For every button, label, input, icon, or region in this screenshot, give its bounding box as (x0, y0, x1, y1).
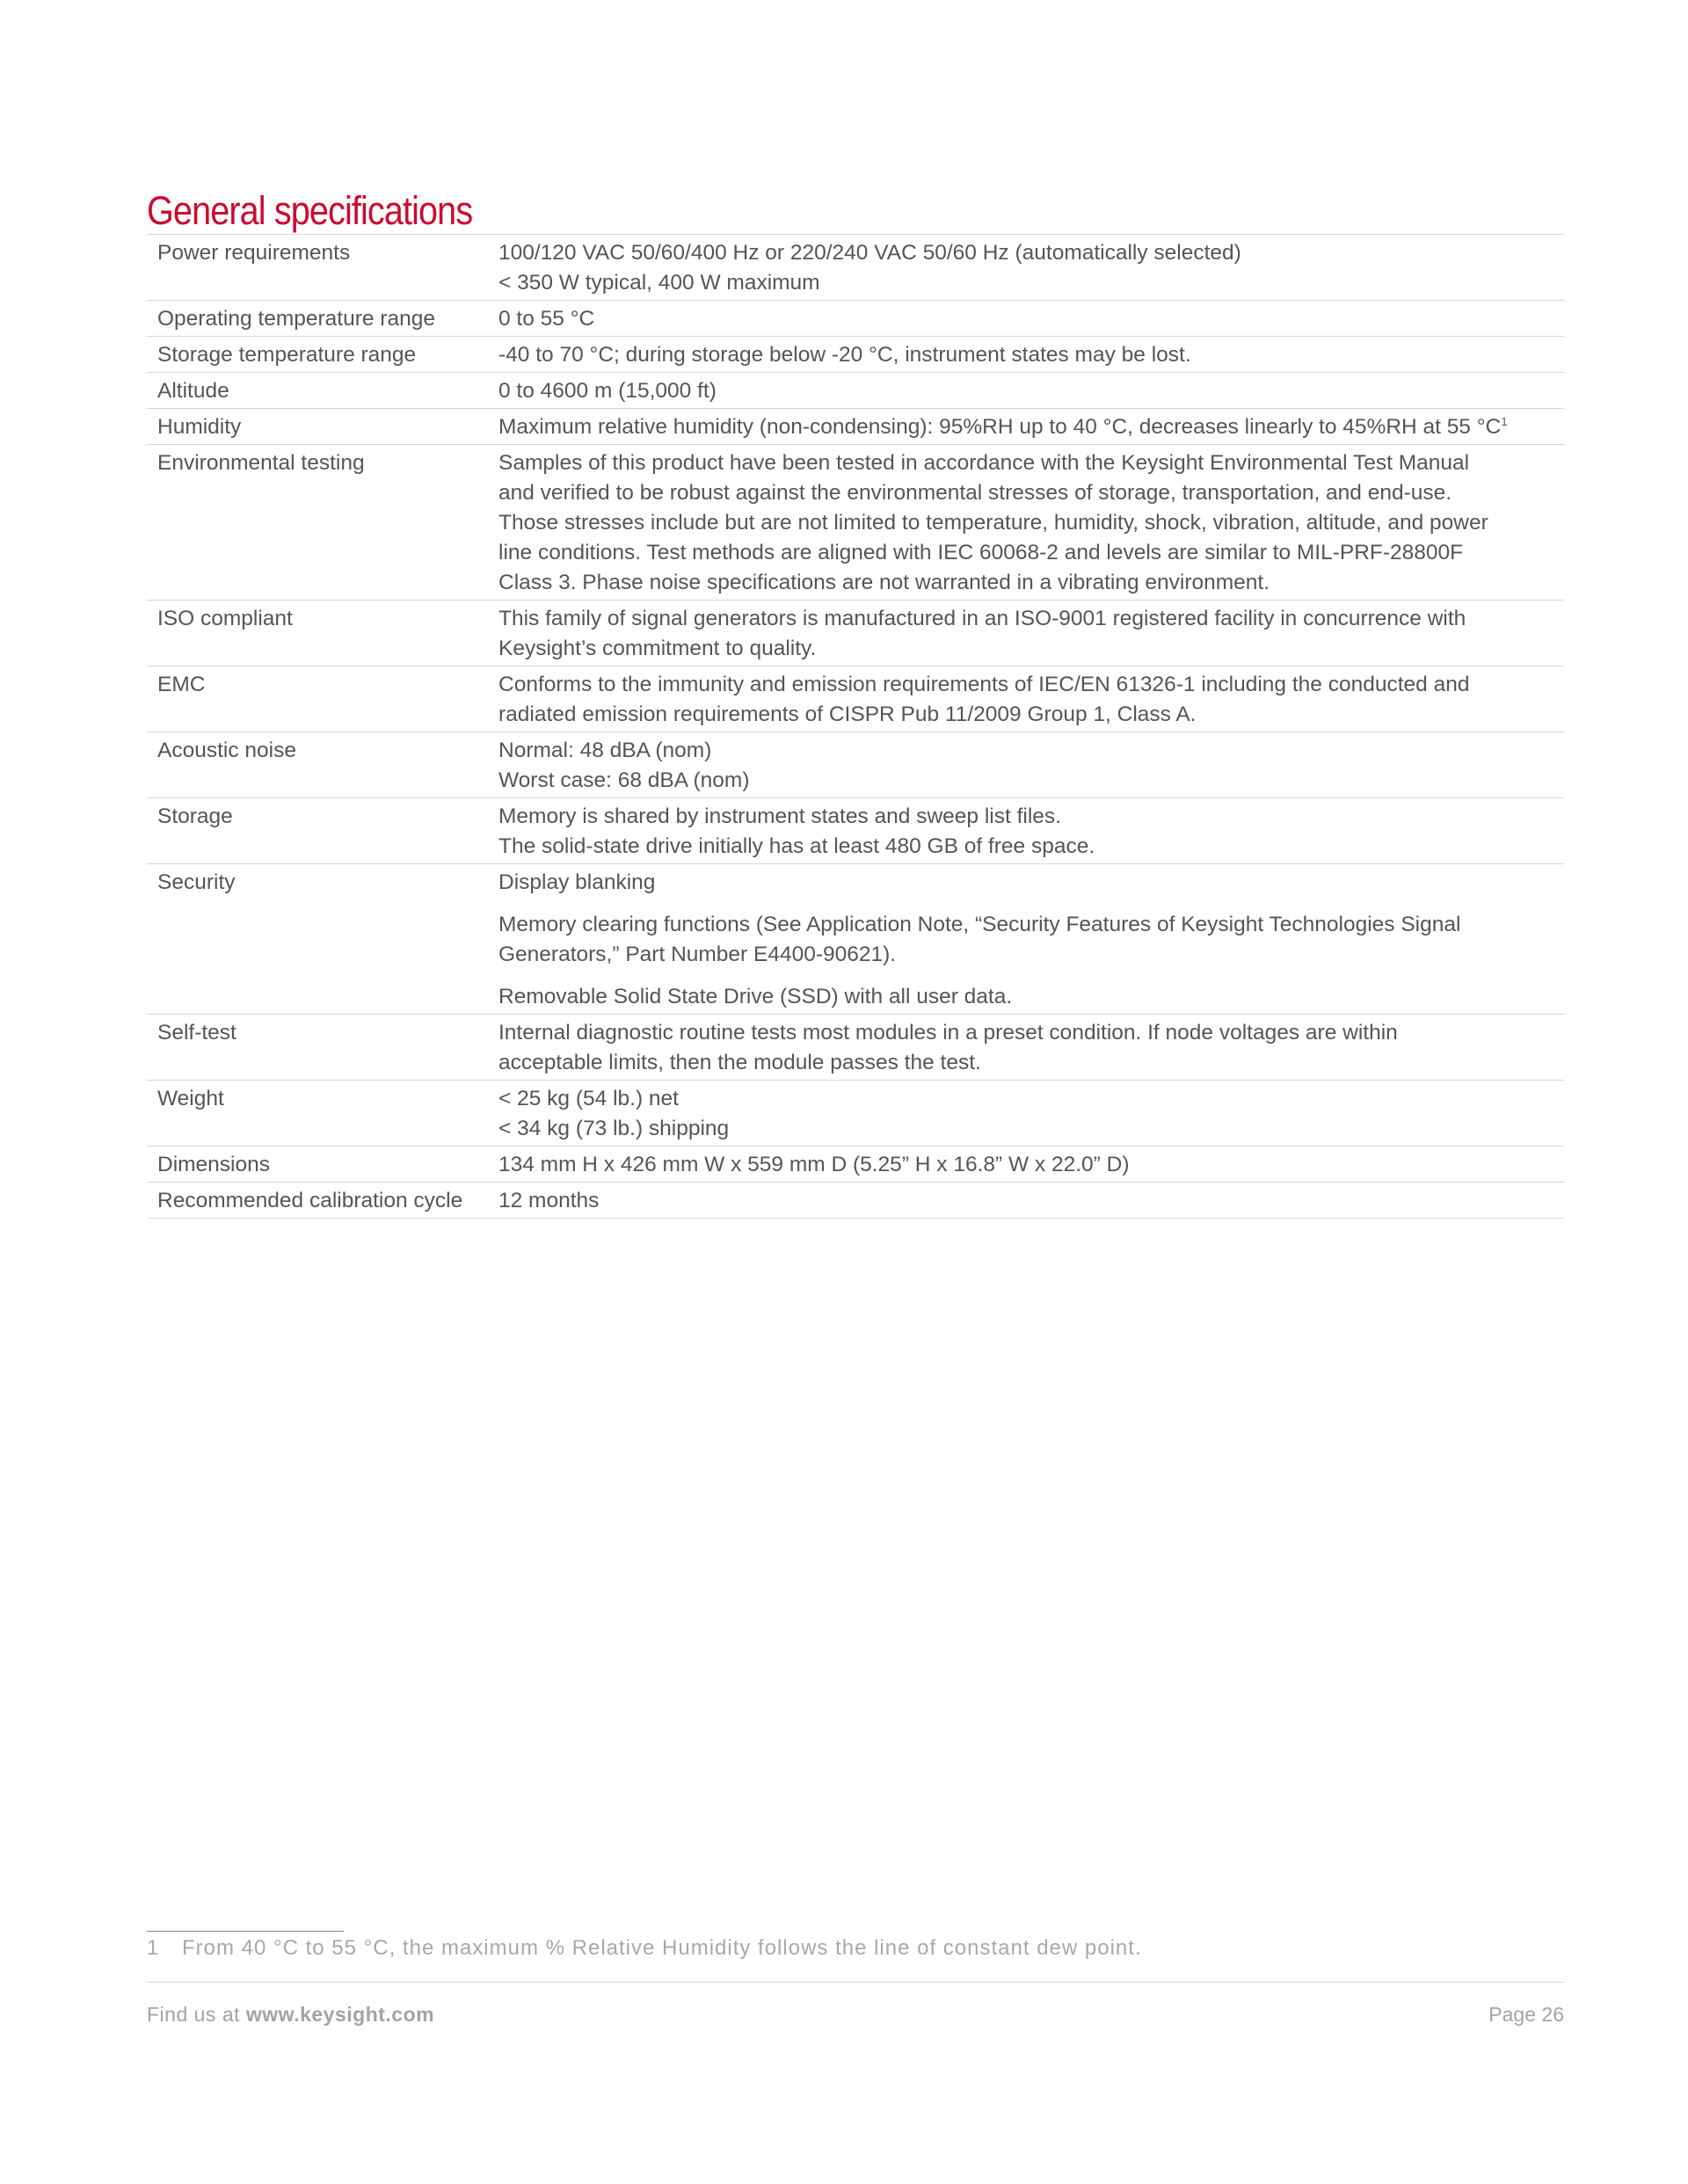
security-memory-clearing (498, 910, 1553, 970)
spec-value (498, 235, 1564, 301)
spec-value-line: 0 to 55 °C (498, 307, 595, 331)
spec-row-security (147, 864, 1564, 1015)
spec-value (498, 1147, 1564, 1183)
spec-value-line: < 350 W typical, 400 W maximum (498, 271, 820, 295)
spec-value (498, 337, 1564, 373)
spec-value-line: Conforms to the immunity and emission requirements of IEC/EN 61326-1 including the conducted and (498, 673, 1470, 696)
spec-value-line: The solid-state drive initially has at least 480 GB of free space. (498, 834, 1095, 858)
spec-label: Altitude (147, 373, 498, 409)
spec-value (498, 1081, 1564, 1147)
security-removable-ssd: Removable Solid State Drive (SSD) with all user data. (498, 985, 1013, 1008)
humidity-text: Maximum relative humidity (non-condensing): 95%RH up to 40 °C, decreases linearly to 45%RH at 55 °C (498, 415, 1502, 439)
footer-divider (147, 1982, 1564, 1983)
spec-label: Self-test (147, 1015, 498, 1081)
footnote (147, 1931, 1142, 1966)
spec-value (498, 864, 1564, 1015)
footer-find-us (147, 2001, 434, 2027)
spec-row-dimensions (147, 1147, 1564, 1183)
spec-value-line: 12 months (498, 1189, 600, 1212)
spec-row-acoustic-noise (147, 732, 1564, 798)
spec-value-line: -40 to 70 °C; during storage below -20 °C, instrument states may be lost. (498, 343, 1191, 367)
spec-value-line: Class 3. Phase noise specifications are not warranted in a vibrating environment. (498, 571, 1270, 594)
spec-row-iso-compliant (147, 601, 1564, 666)
spec-label: Recommended calibration cycle (147, 1183, 498, 1219)
spec-row-humidity (147, 409, 1564, 445)
spec-label: Storage temperature range (147, 337, 498, 373)
spec-value (498, 445, 1564, 601)
spec-label: Environmental testing (147, 445, 498, 601)
spec-value (498, 601, 1564, 666)
spec-value (498, 732, 1564, 798)
spec-value (498, 301, 1564, 337)
spec-value-line: Memory clearing functions (See Application Note, “Security Features of Keysight Technologies Signal (498, 913, 1461, 936)
spec-label: Weight (147, 1081, 498, 1147)
spec-value-line: This family of signal generators is manufactured in an ISO-9001 registered facility in concurrence with (498, 607, 1466, 630)
spec-value-line: Keysight’s commitment to quality. (498, 637, 817, 660)
specifications-table (147, 234, 1564, 1219)
spec-value-line: Internal diagnostic routine tests most modules in a preset condition. If node voltages are within (498, 1021, 1398, 1045)
spec-row-emc (147, 666, 1564, 732)
footer-find-us-label: Find us at (147, 2003, 240, 2026)
spec-row-storage (147, 798, 1564, 864)
spec-row-operating-temperature (147, 301, 1564, 337)
spec-value-line: Those stresses include but are not limited to temperature, humidity, shock, vibration, altitude, and power (498, 511, 1488, 535)
spec-label: Operating temperature range (147, 301, 498, 337)
spec-row-calibration-cycle (147, 1183, 1564, 1219)
spec-value (498, 373, 1564, 409)
spec-row-storage-temperature (147, 337, 1564, 373)
footnote-number: 1 (147, 1936, 160, 1960)
spec-value-line: < 34 kg (73 lb.) shipping (498, 1117, 730, 1140)
spec-value (498, 666, 1564, 732)
spec-value-line: radiated emission requirements of CISPR Pub 11/2009 Group 1, Class A. (498, 703, 1197, 726)
spec-value-line: and verified to be robust against the environmental stresses of storage, transportation, and end-use. (498, 481, 1452, 505)
spec-value-line: < 25 kg (54 lb.) net (498, 1087, 679, 1110)
spec-value-line: Worst case: 68 dBA (nom) (498, 768, 750, 792)
spec-label: ISO compliant (147, 601, 498, 666)
footnote-text: From 40 °C to 55 °C, the maximum % Relative Humidity follows the line of constant dew point. (182, 1936, 1142, 1960)
spec-value (498, 798, 1564, 864)
spec-value-line: 0 to 4600 m (15,000 ft) (498, 379, 717, 403)
spec-row-weight (147, 1081, 1564, 1147)
spec-value-line: acceptable limits, then the module passes the test. (498, 1051, 981, 1074)
footer-url-link[interactable]: www.keysight.com (245, 2003, 435, 2026)
spec-value-line: 100/120 VAC 50/60/400 Hz or 220/240 VAC 50/60 Hz (automatically selected) (498, 241, 1241, 265)
spec-value-line: line conditions. Test methods are aligned with IEC 60068-2 and levels are similar to MIL-PRF-28800F (498, 541, 1464, 564)
spec-value-line: Samples of this product have been tested in accordance with the Keysight Environmental Test Manual (498, 451, 1470, 475)
footnote-ref: 1 (1501, 414, 1508, 428)
spec-label: Humidity (147, 409, 498, 445)
spec-label: Security (147, 864, 498, 1015)
spec-label: Dimensions (147, 1147, 498, 1183)
spec-value-line: Memory is shared by instrument states and sweep list files. (498, 804, 1061, 828)
spec-label: Storage (147, 798, 498, 864)
page-number: Page 26 (1488, 2003, 1564, 2026)
security-display-blanking: Display blanking (498, 870, 656, 894)
spec-label: EMC (147, 666, 498, 732)
spec-value-line (498, 412, 1553, 442)
spec-value (498, 1183, 1564, 1219)
spec-value-line: Normal: 48 dBA (nom) (498, 739, 712, 762)
spec-label: Power requirements (147, 235, 498, 301)
spec-value-line: 134 mm H x 426 mm W x 559 mm D (5.25” H x 16.8” W x 22.0” D) (498, 1153, 1130, 1176)
page-title: General specifications (147, 188, 473, 233)
spec-value (498, 409, 1564, 445)
spec-label: Acoustic noise (147, 732, 498, 798)
spec-row-altitude (147, 373, 1564, 409)
spec-row-self-test (147, 1015, 1564, 1081)
spec-value-line: Generators,” Part Number E4400-90621). (498, 943, 897, 966)
spec-row-power-requirements (147, 235, 1564, 301)
spec-value (498, 1015, 1564, 1081)
spec-row-environmental-testing (147, 445, 1564, 601)
